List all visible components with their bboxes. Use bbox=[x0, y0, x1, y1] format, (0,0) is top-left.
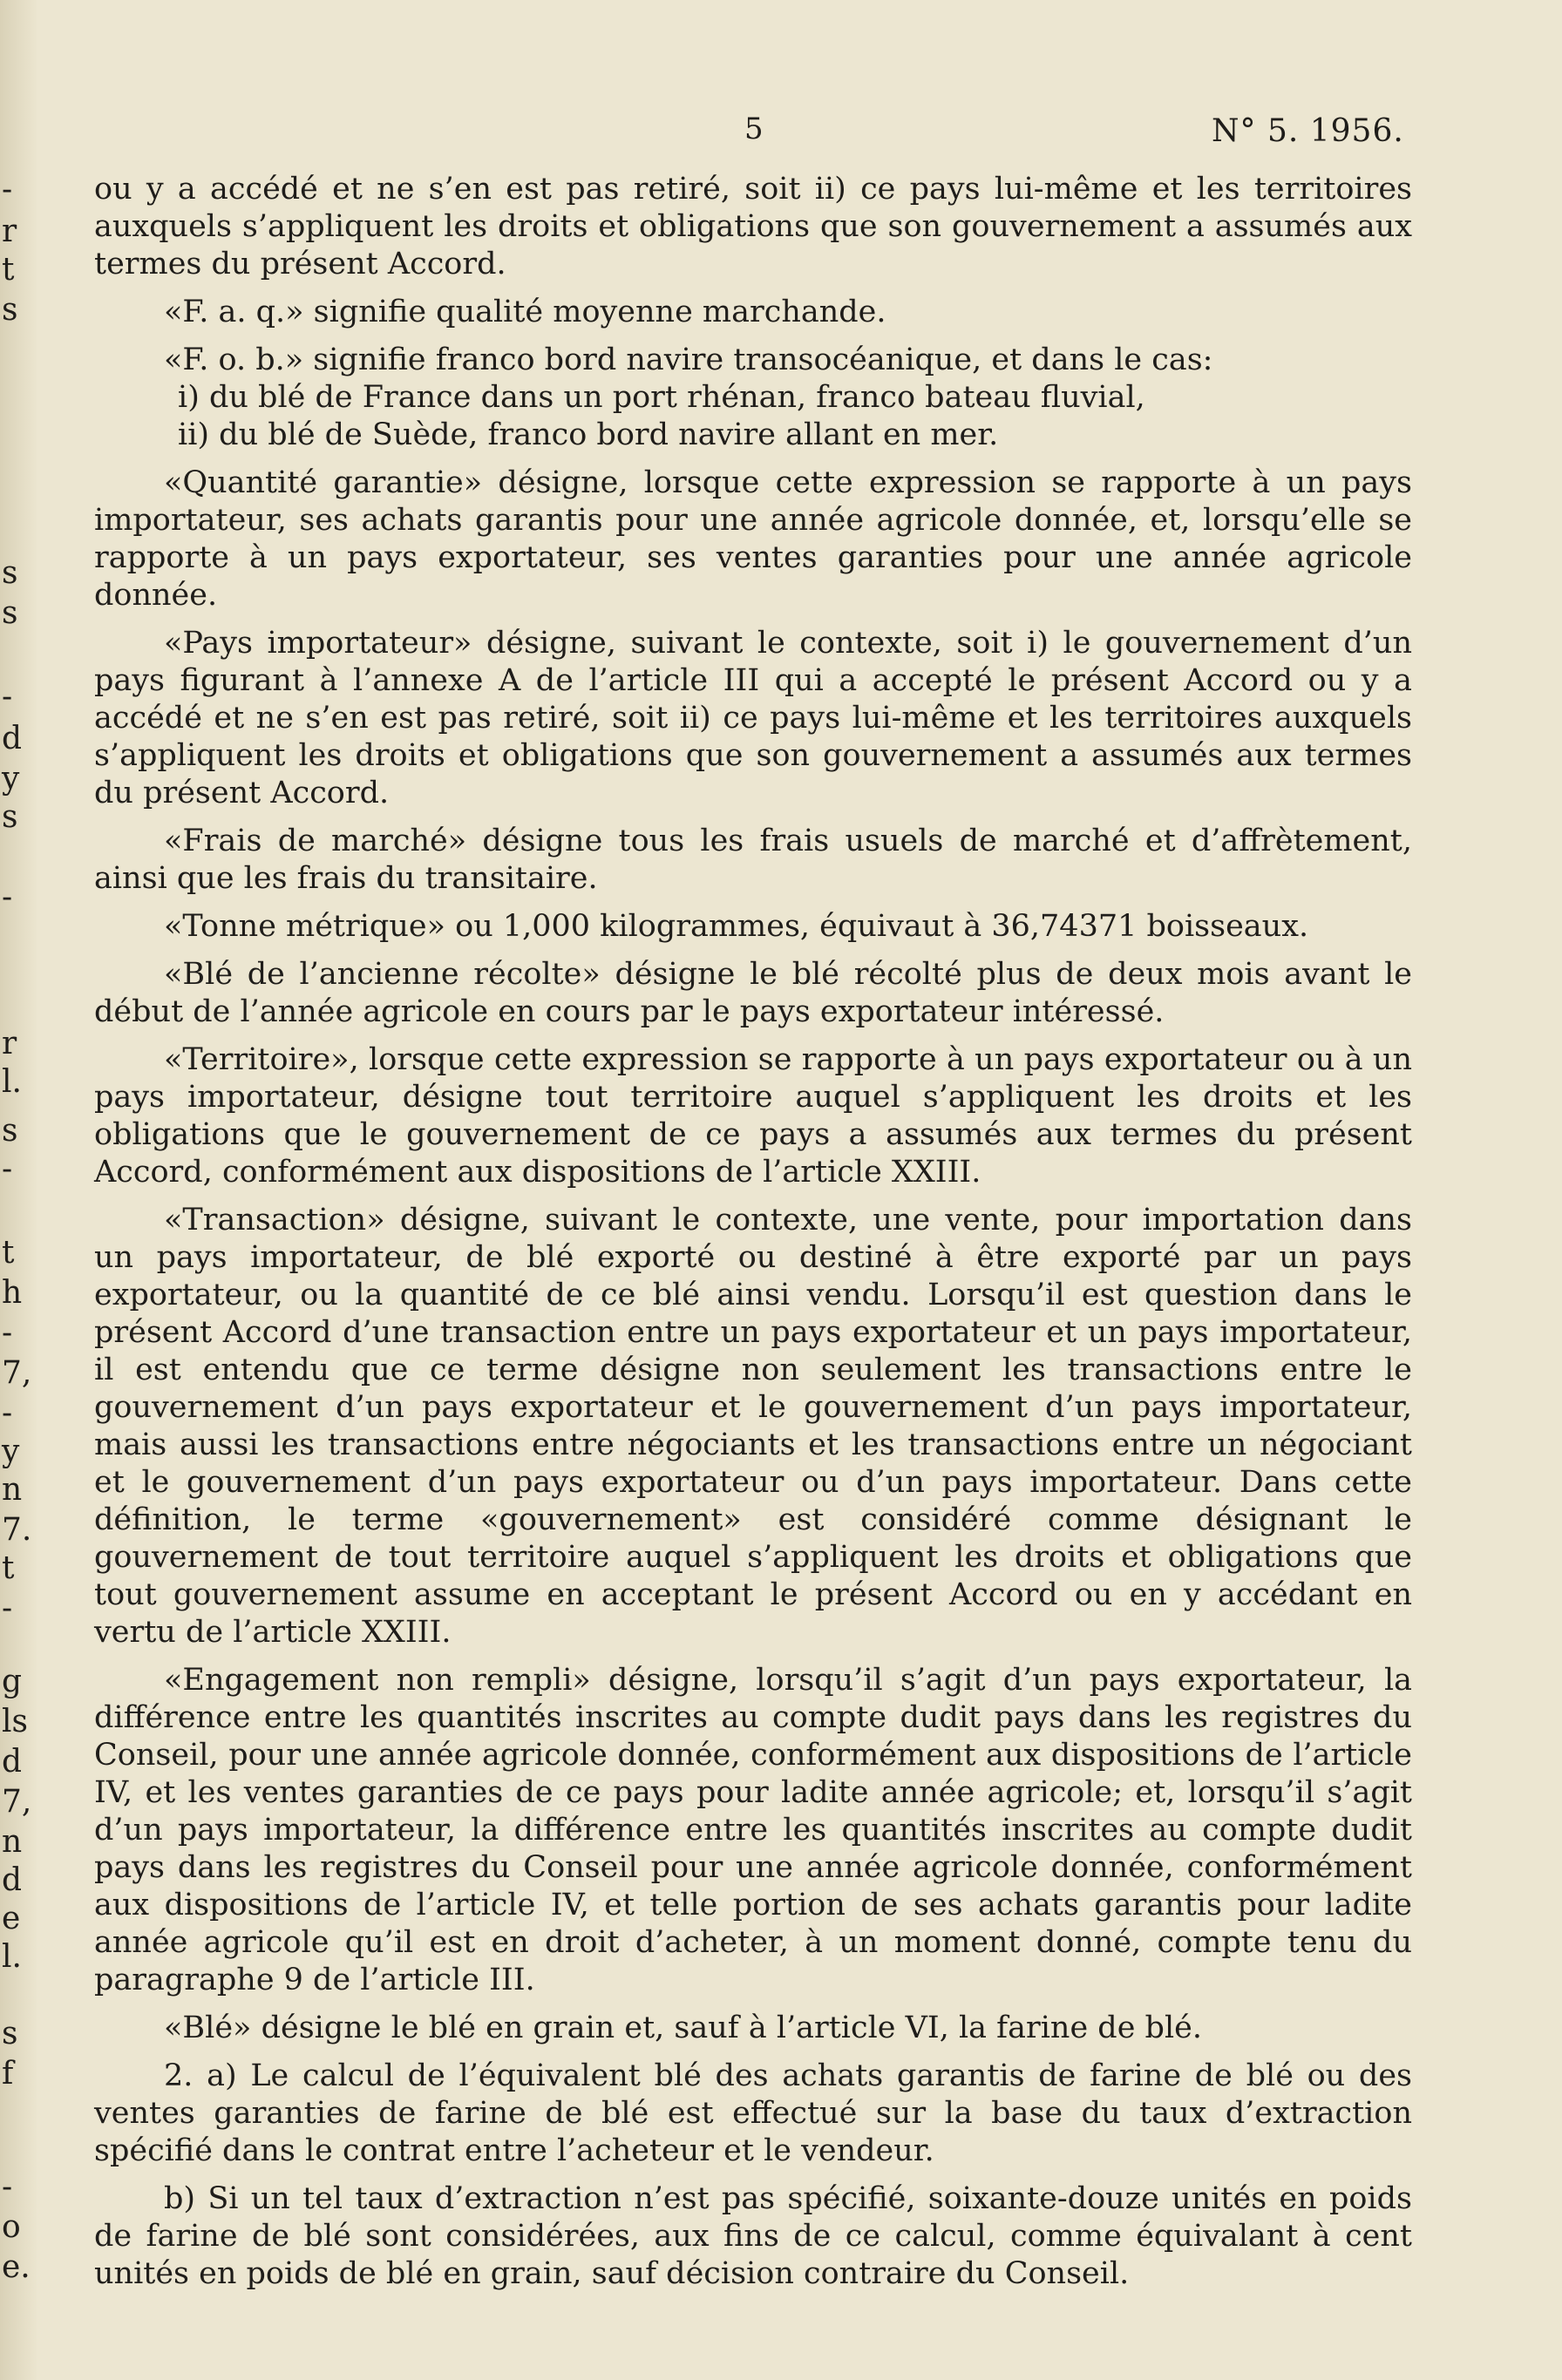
definition-paragraph: «Blé de l’ancienne récolte» désigne le blé récolté plus de deux mois avant le début de l’année agricole en cours par le pays exportateur intéressé. bbox=[94, 957, 1412, 1029]
gutter-fragment: e. bbox=[2, 2249, 31, 2285]
gutter-fragment: d bbox=[2, 1862, 23, 1898]
gutter-fragment: y bbox=[2, 761, 20, 797]
gutter-fragment: 7. bbox=[2, 1512, 32, 1548]
gutter-fragment: ls bbox=[2, 1704, 28, 1739]
definition-paragraph: «Engagement non rempli» désigne, lorsqu’il s’agit d’un pays exportateur, la différence entre les quantités inscrites au compte dudit pays dans les registres du Conseil, pour une année agricole donnée, conformément aux dispositions de l’article IV, et les ventes garanties de ce pays pour ladite année agricole; et, lorsqu’il s’agit d’un pays importateur, la différence entre les quantités inscrites au compte dudit pays dans les registres du Conseil pour une année agricole donnée, conformément aux dispositions de l’article IV, et telle portion de ses achats garantis pour ladite année agricole qu’il est en droit d’acheter, à un moment donné, compte tenu du paragraphe 9 de l’article III. bbox=[94, 1663, 1412, 1997]
definition-paragraph: «Quantité garantie» désigne, lorsque cette expression se rapporte à un pays importateur, ses achats garantis pour une année agricole donnée, et, lorsqu’elle se rapporte à un pays exportateur, ses ventes garanties pour une année agricole donnée. bbox=[94, 465, 1412, 613]
definition-paragraph: «F. a. q.» signifie qualité moyenne marchande. bbox=[164, 295, 886, 329]
clause-paragraph: b) Si un tel taux d’extraction n’est pas spécifié, soixante-douze unités en poids de farine de blé sont considérées, aux fins de ce calcul, comme équivalant à cent unités en poids de blé en grain, sauf décision contraire du Conseil. bbox=[94, 2181, 1412, 2291]
gutter-fragment: d bbox=[2, 721, 23, 756]
gutter-fragment: l. bbox=[2, 1939, 22, 1975]
document-body bbox=[94, 171, 1412, 2303]
definition-paragraph: «Blé» désigne le blé en grain et, sauf à l’article VI, la farine de blé. bbox=[164, 2010, 1202, 2045]
clause-paragraph: 2. a) Le calcul de l’équivalent blé des achats garantis de farine de blé ou des ventes garanties de farine de blé est effectué sur la base du taux d’extraction spécifié dans le contrat entre l’acheteur et le vendeur. bbox=[94, 2058, 1412, 2168]
list-item: i) du blé de France dans un port rhénan, franco bateau fluvial, bbox=[178, 380, 1145, 415]
gutter-fragment: n bbox=[2, 1824, 23, 1860]
gutter-fragment: - bbox=[2, 172, 13, 207]
definition-paragraph: «Territoire», lorsque cette expression se rapporte à un pays exportateur ou à un pays importateur, désigne tout territoire auquel s’appliquent les droits et les obligations que le gouvernement de ce pays a assumés aux termes du présent Accord, conformément aux dispositions de l’article XXIII. bbox=[94, 1042, 1412, 1190]
gutter-fragment: - bbox=[2, 679, 13, 715]
gutter-fragment: r bbox=[2, 1026, 17, 1061]
gutter-fragment: - bbox=[2, 879, 13, 915]
definition-paragraph: «Frais de marché» désigne tous les frais usuels de marché et d’affrètement, ainsi que les frais du transitaire. bbox=[94, 824, 1412, 896]
gutter-fragment: s bbox=[2, 1113, 18, 1149]
gutter-fragment: s bbox=[2, 2016, 18, 2051]
definition-paragraph: «Pays importateur» désigne, suivant le contexte, soit i) le gouvernement d’un pays figurant à l’annexe A de l’article III qui a accepté le présent Accord ou y a accédé et ne s’en est pas retiré, soit ii) ce pays lui-même et les territoires auxquels s’appliquent les droits et obligations que son gouvernement a assumés aux termes du présent Accord. bbox=[94, 626, 1412, 810]
gutter-fragment: - bbox=[2, 1590, 13, 1626]
gutter-fragment: - bbox=[2, 1315, 13, 1351]
gutter-fragment: - bbox=[2, 1151, 13, 1187]
definition-paragraph: «Tonne métrique» ou 1,000 kilogrammes, équivaut à 36,74371 boisseaux. bbox=[164, 909, 1309, 944]
definition-paragraph: «Transaction» désigne, suivant le contexte, une vente, pour importation dans un pays importateur, de blé exporté ou destiné à être exporté par un pays exportateur, ou la quantité de ce blé ainsi vendu. Lorsqu’il est question dans le présent Accord d’une transaction entre un pays exportateur et un pays importateur, il est entendu que ce terme désigne non seulement les transactions entre le gouvernement d’un pays exportateur et le gouvernement d’un pays importateur, mais aussi les transactions entre négociants et les transactions entre un négociant et le gouvernement d’un pays exportateur ou d’un pays importateur. Dans cette définition, le terme «gouvernement» est considéré comme désignant le gouvernement de tout territoire auquel s’appliquent les droits et obligations que tout gouvernement assume en acceptant le présent Accord ou en y accédant en vertu de l’article XXIII. bbox=[94, 1203, 1412, 1650]
page-number: 5 bbox=[744, 112, 764, 146]
list-item: ii) du blé de Suède, franco bord navire allant en mer. bbox=[178, 417, 999, 452]
gutter-fragment: l. bbox=[2, 1064, 22, 1100]
gutter-fragment: g bbox=[2, 1664, 23, 1699]
gutter-fragment: y bbox=[2, 1434, 20, 1469]
gutter-fragment: 7, bbox=[2, 1784, 32, 1820]
gutter-fragment: r bbox=[2, 214, 17, 249]
gutter-fragment: t bbox=[2, 1550, 15, 1586]
gutter-fragment: n bbox=[2, 1472, 23, 1508]
gutter-fragment: 7, bbox=[2, 1355, 32, 1391]
gutter-fragment: s bbox=[2, 292, 18, 328]
adjacent-page-gutter bbox=[0, 0, 37, 2380]
gutter-fragment: o bbox=[2, 2209, 21, 2245]
definition-paragraph: «F. o. b.» signifie franco bord navire transocéanique, et dans le cas: bbox=[164, 342, 1213, 377]
gutter-fragment: s bbox=[2, 799, 18, 835]
gutter-fragment: t bbox=[2, 1235, 15, 1271]
gutter-fragment: t bbox=[2, 252, 15, 288]
gutter-fragment: s bbox=[2, 595, 18, 631]
gutter-fragment: e bbox=[2, 1901, 21, 1936]
paragraph: ou y a accédé et ne s’en est pas retiré, soit ii) ce pays lui-même et les territoires auxquels s’appliquent les droits et obligations que son gouvernement a assumés aux termes du présent Accord. bbox=[94, 172, 1412, 281]
gutter-fragment: - bbox=[2, 2169, 13, 2205]
gutter-fragment: h bbox=[2, 1275, 23, 1311]
gutter-fragment: d bbox=[2, 1744, 23, 1780]
gutter-fragment: - bbox=[2, 1395, 13, 1431]
document-reference: N° 5. 1956. bbox=[1212, 113, 1404, 149]
gutter-fragment: s bbox=[2, 555, 18, 591]
gutter-fragment: f bbox=[2, 2056, 14, 2092]
